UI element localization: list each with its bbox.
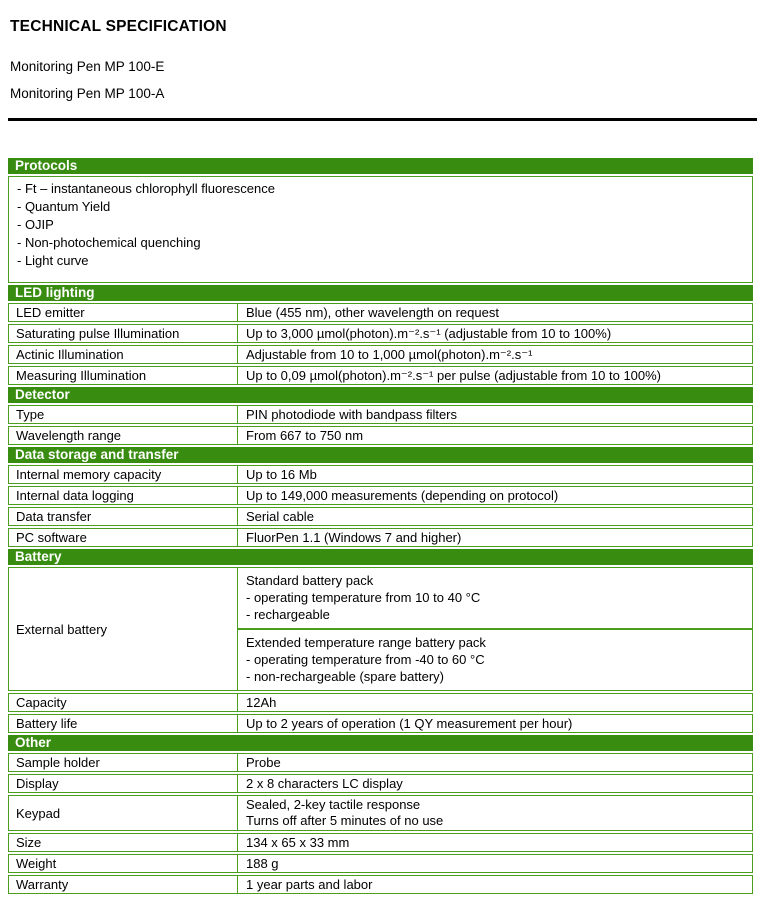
row-value: Up to 16 Mb	[246, 467, 317, 482]
protocol-item: - Quantum Yield	[17, 199, 111, 214]
row-value: Blue (455 nm), other wavelength on request	[246, 305, 499, 320]
row-label: Size	[9, 834, 238, 851]
section-header-data-storage: Data storage and transfer	[8, 447, 753, 463]
row-label: Keypad	[9, 796, 238, 830]
protocol-item: - Ft – instantaneous chlorophyll fluorescence	[17, 181, 275, 196]
row-label: Capacity	[9, 694, 238, 711]
battery-option-line: Standard battery pack	[246, 573, 374, 588]
row-label: Warranty	[9, 876, 238, 893]
row-value: 188 g	[246, 856, 279, 871]
row-value: 2 x 8 characters LC display	[246, 776, 403, 791]
table-row-internal-memory	[8, 465, 753, 484]
section-header-led-lighting: LED lighting	[8, 285, 753, 301]
row-value: 1 year parts and labor	[246, 877, 373, 892]
protocol-item: - Light curve	[17, 253, 89, 268]
table-row-pc-software	[8, 528, 753, 547]
row-value: Adjustable from 10 to 1,000 µmol(photon).m⁻².s⁻¹	[246, 347, 533, 362]
table-row-measuring-illumination	[8, 366, 753, 385]
row-label: Battery life	[9, 715, 238, 732]
row-label: External battery	[9, 568, 238, 690]
row-label: Sample holder	[9, 754, 238, 771]
row-value: Serial cable	[246, 509, 314, 524]
battery-option-extended	[238, 628, 752, 690]
table-row-weight	[8, 854, 753, 873]
section-header-battery: Battery	[8, 549, 753, 565]
protocol-item: - OJIP	[17, 217, 54, 232]
row-value: Probe	[246, 755, 281, 770]
table-row-size	[8, 833, 753, 852]
row-label: Type	[9, 406, 238, 423]
battery-option-line: Extended temperature range battery pack	[246, 635, 486, 650]
row-value: Up to 0,09 µmol(photon).m⁻².s⁻¹ per pulse (adjustable from 10 to 100%)	[246, 368, 662, 383]
table-row-keypad	[8, 795, 753, 831]
battery-option-line: - operating temperature from 10 to 40 °C	[246, 590, 481, 605]
row-label: Display	[9, 775, 238, 792]
product-name-mp100e: Monitoring Pen MP 100-E	[10, 59, 165, 74]
row-value: 12Ah	[246, 695, 277, 710]
table-row-battery-life	[8, 714, 753, 733]
row-value: From 667 to 750 nm	[246, 428, 364, 443]
row-label: LED emitter	[9, 304, 238, 321]
specification-table	[8, 158, 753, 894]
table-row-data-logging	[8, 486, 753, 505]
row-label: PC software	[9, 529, 238, 546]
row-value: Up to 2 years of operation (1 QY measurement per hour)	[246, 716, 573, 731]
row-label: Weight	[9, 855, 238, 872]
row-label: Actinic Illumination	[9, 346, 238, 363]
row-label: Internal memory capacity	[9, 466, 238, 483]
section-header-protocols: Protocols	[8, 158, 753, 174]
document-header	[0, 18, 768, 101]
protocol-item: - Non-photochemical quenching	[17, 235, 201, 250]
row-value: 134 x 65 x 33 mm	[246, 835, 350, 850]
row-value: PIN photodiode with bandpass filters	[246, 407, 458, 422]
protocols-list	[8, 176, 753, 283]
row-value: Up to 3,000 µmol(photon).m⁻².s⁻¹ (adjustable from 10 to 100%)	[246, 326, 612, 341]
battery-option-line: - rechargeable	[246, 607, 330, 622]
table-row-external-battery	[8, 567, 753, 691]
table-row-capacity	[8, 693, 753, 712]
section-header-detector: Detector	[8, 387, 753, 403]
row-label: Internal data logging	[9, 487, 238, 504]
table-row-detector-type	[8, 405, 753, 424]
table-row-data-transfer	[8, 507, 753, 526]
row-label: Wavelength range	[9, 427, 238, 444]
row-value	[238, 796, 752, 830]
product-name-mp100a: Monitoring Pen MP 100-A	[10, 86, 165, 101]
battery-option-line: - non-rechargeable (spare battery)	[246, 669, 444, 684]
row-label: Measuring Illumination	[9, 367, 238, 384]
table-row-sample-holder	[8, 753, 753, 772]
table-row-saturating-pulse	[8, 324, 753, 343]
divider-rule	[8, 118, 757, 121]
keypad-line: Sealed, 2-key tactile response	[246, 797, 421, 812]
battery-options	[238, 568, 752, 690]
section-header-other: Other	[8, 735, 753, 751]
table-row-actinic-illumination	[8, 345, 753, 364]
page-title: TECHNICAL SPECIFICATION	[10, 18, 227, 35]
battery-option-standard	[238, 568, 752, 628]
row-label: Saturating pulse Illumination	[9, 325, 238, 342]
row-label: Data transfer	[9, 508, 238, 525]
table-row-led-emitter	[8, 303, 753, 322]
keypad-line: Turns off after 5 minutes of no use	[246, 813, 444, 828]
table-row-warranty	[8, 875, 753, 894]
row-value: FluorPen 1.1 (Windows 7 and higher)	[246, 530, 462, 545]
table-row-wavelength-range	[8, 426, 753, 445]
table-row-display	[8, 774, 753, 793]
battery-option-line: - operating temperature from -40 to 60 °C	[246, 652, 485, 667]
row-value: Up to 149,000 measurements (depending on protocol)	[246, 488, 559, 503]
